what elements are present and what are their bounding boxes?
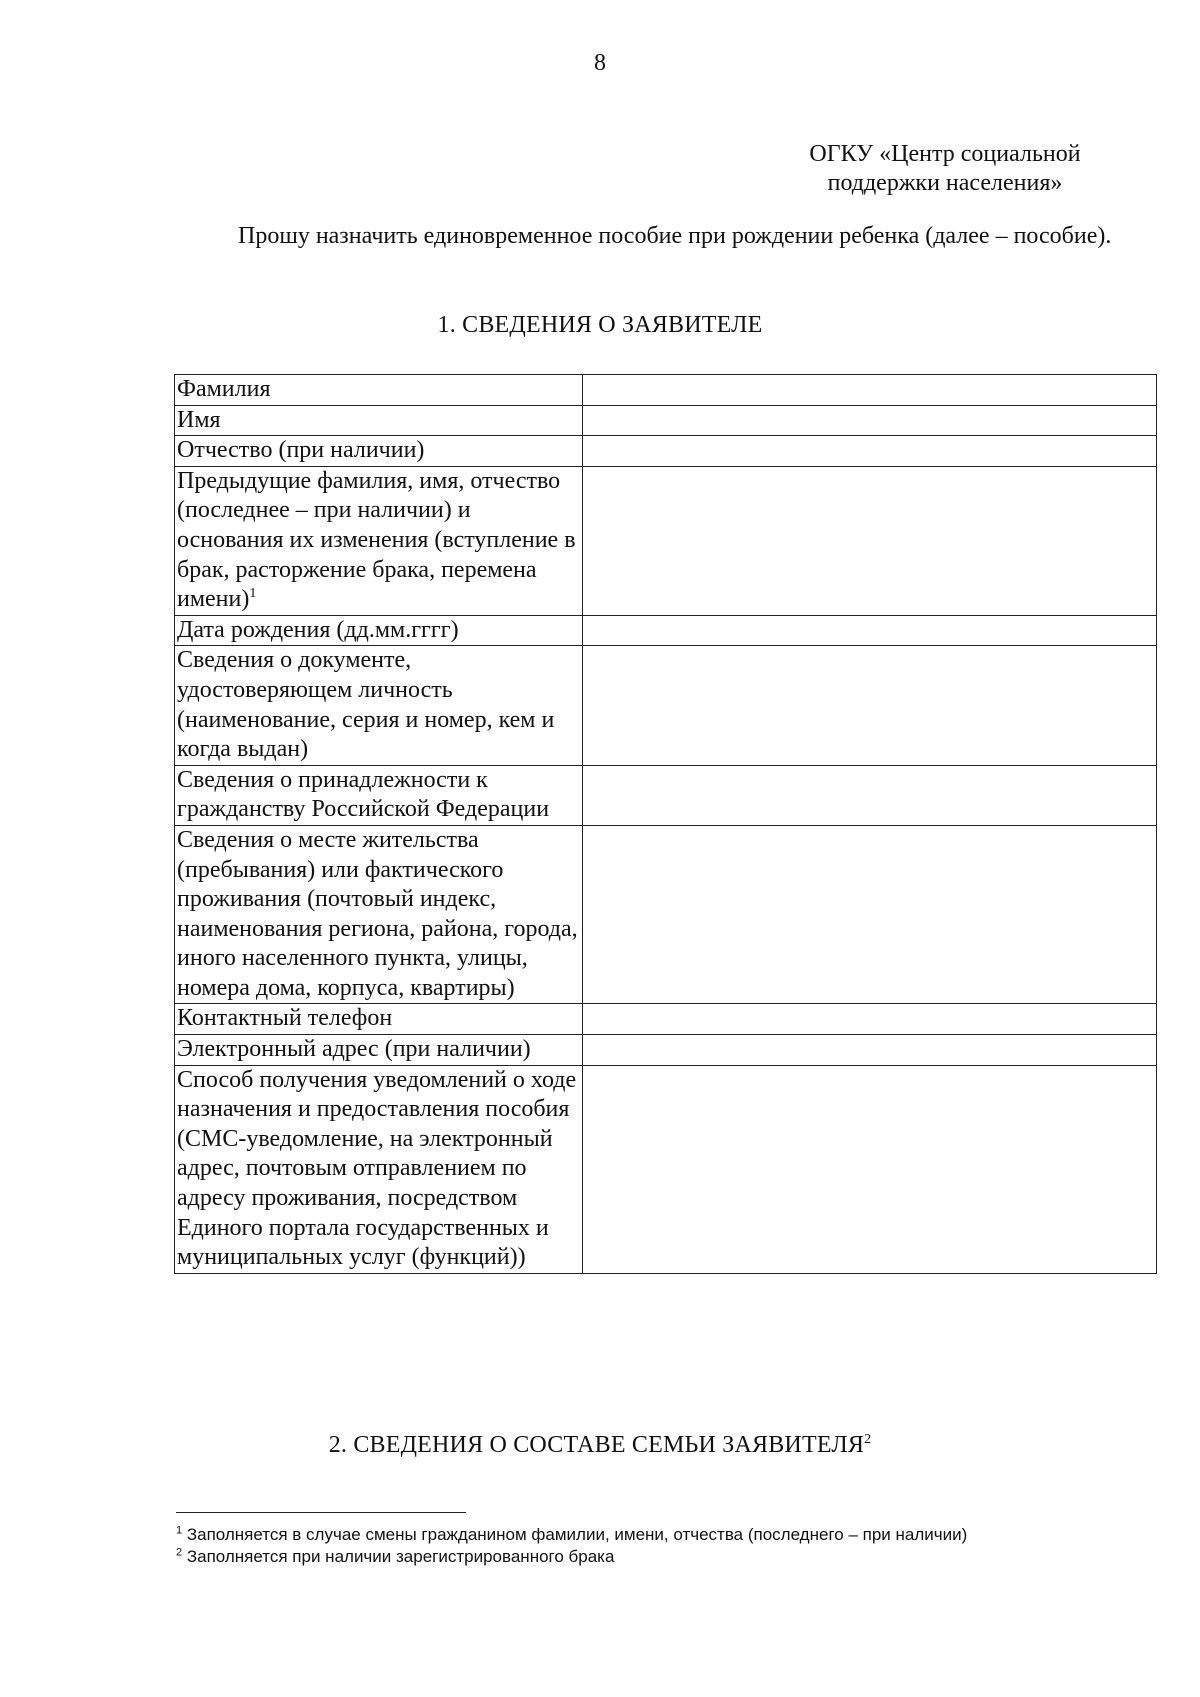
table-row (175, 1065, 1157, 1273)
row-value-previous-names[interactable] (583, 466, 1157, 615)
footnote-divider (176, 1512, 466, 1513)
table-row (175, 436, 1157, 467)
table-row (175, 825, 1157, 1004)
row-label-citizenship: Сведения о принадлежности к гражданству Российской Федерации (175, 765, 583, 825)
row-label-patronymic: Отчество (при наличии) (175, 436, 583, 467)
footnote-2: $^2$ Заполняется при наличии зарегистрированного брака (176, 1546, 615, 1566)
table-row (175, 1004, 1157, 1035)
page-number: 8 (594, 50, 606, 76)
section-2-title: 2. СВЕДЕНИЯ О СОСТАВЕ СЕМЬИ ЗАЯВИТЕЛЯ$^2$ (328, 1432, 872, 1458)
table-row (175, 646, 1157, 765)
row-label-surname: Фамилия (175, 375, 583, 406)
row-label-email: Электронный адрес (при наличии) (175, 1035, 583, 1066)
footnote-ref-2: 2 (864, 1432, 872, 1447)
footnote-1: $^1$ Заполняется в случае смены гражданином фамилии, имени, отчества (последнего – при наличии) (176, 1524, 968, 1544)
row-value-id-document[interactable] (583, 646, 1157, 765)
row-value-email[interactable] (583, 1035, 1157, 1066)
row-label-previous-names: Предыдущие фамилия, имя, отчество (последнее – при наличии) и основания их изменения (вступление в брак, расторжение брака, перемена имени)$^1$ (175, 466, 583, 615)
row-label-residence: Сведения о месте жительства (пребывания) или фактического проживания (почтовый индекс, наименования региона, района, города, иного населенного пункта, улицы, номера дома, корпуса, квартиры) (175, 825, 583, 1004)
row-value-name[interactable] (583, 405, 1157, 436)
footnotes (176, 1524, 1156, 1568)
table-row (175, 765, 1157, 825)
table-row (175, 375, 1157, 406)
row-value-residence[interactable] (583, 825, 1157, 1004)
table-row (175, 1035, 1157, 1066)
row-label-name: Имя (175, 405, 583, 436)
applicant-info-table (174, 374, 1157, 1274)
footnote-ref-1: 1 (249, 586, 257, 602)
row-label-id-document: Сведения о документе, удостоверяющем личность (наименование, серия и номер, кем и когда выдан) (175, 646, 583, 765)
table-row (175, 615, 1157, 646)
section-1-title: 1. СВЕДЕНИЯ О ЗАЯВИТЕЛЕ (437, 312, 763, 338)
request-text: Прошу назначить единовременное пособие при рождении ребенка (далее – пособие). (238, 223, 1112, 249)
row-label-notification-method: Способ получения уведомлений о ходе назначения и предоставления пособия (СМС-уведомление, на электронный адрес, почтовым отправлением по адресу проживания, посредством Единого портала государственных и муниципальных услуг (функций)) (175, 1065, 583, 1273)
table-row (175, 466, 1157, 615)
row-label-phone: Контактный телефон (175, 1004, 583, 1035)
row-value-notification-method[interactable] (583, 1065, 1157, 1273)
table-row (175, 405, 1157, 436)
recipient-block (780, 140, 1110, 198)
row-label-birth-date: Дата рождения (дд.мм.гггг) (175, 615, 583, 646)
row-value-patronymic[interactable] (583, 436, 1157, 467)
row-value-citizenship[interactable] (583, 765, 1157, 825)
recipient-line-1: ОГКУ «Центр социальной (809, 141, 1081, 167)
row-value-phone[interactable] (583, 1004, 1157, 1035)
row-value-surname[interactable] (583, 375, 1157, 406)
recipient-line-2: поддержки населения» (827, 170, 1063, 196)
row-value-birth-date[interactable] (583, 615, 1157, 646)
